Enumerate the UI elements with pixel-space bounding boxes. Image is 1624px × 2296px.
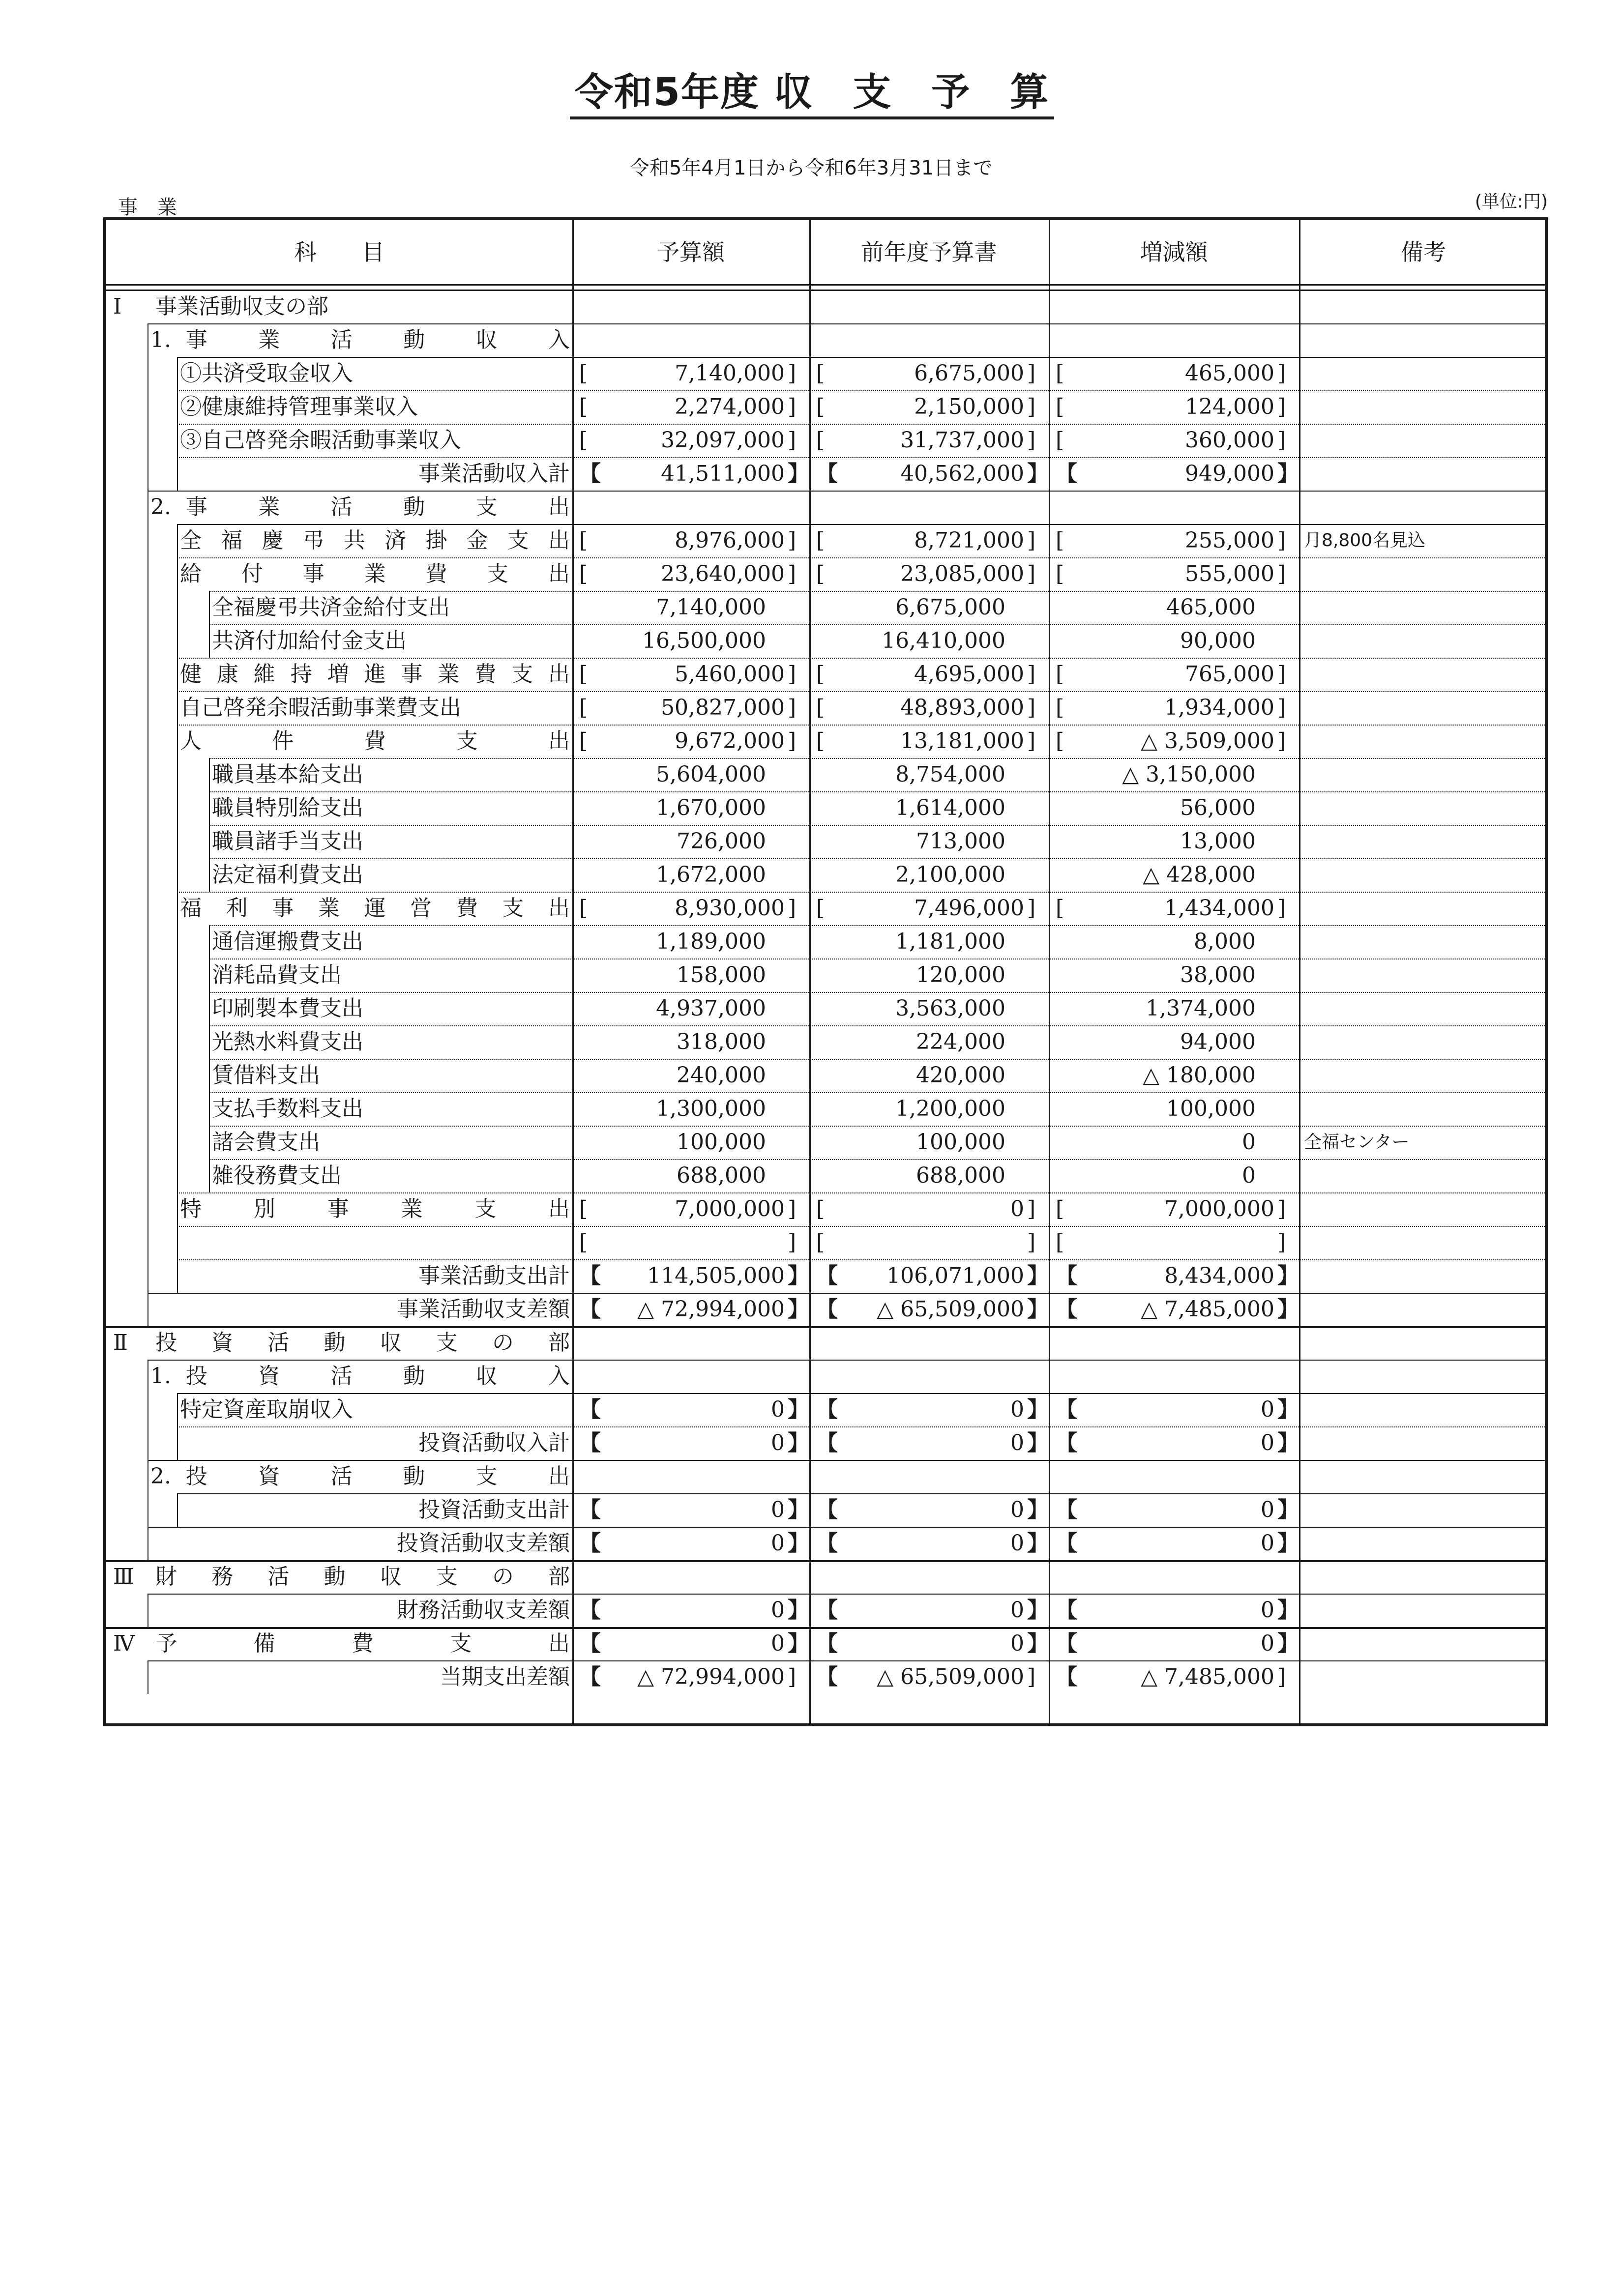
amount-prev: 4,695,000 — [914, 662, 1024, 687]
bracket-open: [ — [1056, 361, 1064, 386]
row-label: 事業活動収支の部 — [155, 294, 328, 319]
bracket-close: 】 — [1277, 1531, 1299, 1556]
bracket-close: 】 — [788, 1631, 809, 1656]
amount-change: 90,000 — [1180, 628, 1256, 653]
amount-budget: 5,604,000 — [656, 762, 766, 787]
roman-numeral: Ⅱ — [113, 1330, 128, 1355]
amount-prev: △ 65,509,000 — [877, 1297, 1024, 1322]
bracket-open: 【 — [579, 1598, 601, 1623]
bracket-open: 【 — [1056, 1531, 1077, 1556]
bracket-open: [ — [579, 896, 588, 921]
bracket-close: ] — [1277, 728, 1286, 754]
amount-budget: 7,000,000 — [675, 1196, 785, 1221]
amount-prev: 100,000 — [916, 1130, 1005, 1155]
bracket-open: 【 — [1056, 1664, 1077, 1689]
row-label: 1.投 資 活 動 収 入 — [150, 1364, 570, 1389]
amount-budget: 7,140,000 — [656, 595, 766, 620]
bracket-close: ] — [788, 361, 797, 386]
row-label: 健 康 維 持 増 進 事 業 費 支 出 — [180, 662, 570, 687]
bracket-close: 】 — [1027, 1297, 1049, 1322]
bracket-close: 】 — [1027, 1598, 1049, 1623]
bracket-close: ] — [1027, 1196, 1036, 1221]
indent-bar — [209, 758, 210, 892]
remark-text: 全福センター — [1304, 1132, 1410, 1152]
amount-change: △ 3,150,000 — [1122, 762, 1256, 787]
indent-bar — [209, 925, 210, 1192]
bracket-open: 【 — [1056, 1497, 1077, 1522]
row-label: 職員諸手当支出 — [212, 829, 363, 854]
header-budget: 予算額 — [657, 239, 725, 265]
amount-change: △ 180,000 — [1143, 1063, 1256, 1088]
indent-bar — [177, 357, 178, 491]
bracket-open: [ — [1056, 896, 1064, 921]
bracket-close: ] — [1277, 361, 1286, 386]
bracket-close: ] — [788, 1664, 797, 1689]
bracket-open: [ — [1056, 1196, 1064, 1221]
bracket-close: 】 — [788, 1397, 809, 1422]
bracket-close: 】 — [1277, 1598, 1299, 1623]
bracket-open: 【 — [579, 1397, 601, 1422]
amount-change: 765,000 — [1185, 662, 1274, 687]
row-label: 全福慶弔共済金給付支出 — [212, 595, 450, 620]
bracket-open: 【 — [1056, 1397, 1077, 1422]
row-label: 職員特別給支出 — [212, 795, 363, 820]
bracket-close: 】 — [788, 1430, 809, 1455]
row-label: 特 別 事 業 支 出 — [180, 1196, 570, 1221]
bracket-open: 【 — [579, 1497, 601, 1522]
period-text: 令和5年4月1日から令和6年3月31日まで — [629, 157, 993, 179]
amount-budget: 0 — [771, 1598, 785, 1623]
bracket-open: 【 — [1056, 1263, 1077, 1288]
bracket-close: 】 — [788, 1598, 809, 1623]
bracket-open: [ — [816, 528, 825, 553]
amount-change: 13,000 — [1180, 829, 1256, 854]
amount-prev: 6,675,000 — [895, 595, 1005, 620]
bracket-close: 】 — [1027, 1631, 1049, 1656]
amount-prev: 8,754,000 — [895, 762, 1005, 787]
row-label: 投資活動収入計 — [418, 1430, 570, 1455]
bracket-close: 】 — [788, 1297, 809, 1322]
row-label: 投 資 活 動 収 支 の 部 — [155, 1330, 570, 1355]
bracket-open: [ — [816, 896, 825, 921]
bracket-open: [ — [1056, 662, 1064, 687]
row-label: 1.事 業 活 動 収 入 — [150, 327, 570, 352]
amount-prev: 16,410,000 — [882, 628, 1005, 653]
amount-budget: 158,000 — [677, 962, 766, 988]
row-label: 雑役務費支出 — [212, 1163, 342, 1188]
bracket-open: [ — [1056, 528, 1064, 553]
bracket-open: [ — [816, 361, 825, 386]
bracket-close: ] — [1027, 728, 1036, 754]
bracket-close: ] — [1277, 528, 1286, 553]
row-label: 財務活動収支差額 — [397, 1598, 570, 1623]
bracket-open: [ — [816, 561, 825, 586]
bracket-open: 【 — [816, 1664, 838, 1689]
budget-table — [103, 217, 1548, 1726]
amount-prev: 224,000 — [916, 1029, 1005, 1054]
bracket-open: 【 — [579, 1664, 601, 1689]
bracket-open: 【 — [816, 1598, 838, 1623]
bracket-close: 】 — [1027, 1531, 1049, 1556]
bracket-close: 】 — [1027, 461, 1049, 486]
amount-prev: 1,181,000 — [895, 929, 1005, 954]
amount-prev: 0 — [1010, 1397, 1024, 1422]
row-label: 人 件 費 支 出 — [180, 728, 570, 754]
amount-change: 56,000 — [1180, 795, 1256, 820]
amount-prev: 0 — [1010, 1531, 1024, 1556]
amount-change: 0 — [1261, 1397, 1274, 1422]
bracket-open: 【 — [579, 1631, 601, 1656]
amount-budget: 1,670,000 — [656, 795, 766, 820]
bracket-close: 】 — [1027, 1430, 1049, 1455]
amount-change: 38,000 — [1180, 962, 1256, 988]
amount-budget: 688,000 — [677, 1163, 766, 1188]
amount-budget: 100,000 — [677, 1130, 766, 1155]
row-label — [180, 1226, 570, 1259]
bracket-open: [ — [1056, 1230, 1064, 1255]
amount-prev: 0 — [1010, 1196, 1024, 1221]
amount-budget: 1,189,000 — [656, 929, 766, 954]
amount-budget: 0 — [771, 1430, 785, 1455]
bracket-open: 【 — [1056, 1297, 1077, 1322]
row-label: 消耗品費支出 — [212, 962, 342, 988]
row-label: 給 付 事 業 費 支 出 — [180, 561, 570, 586]
row-label: 事業活動収入計 — [418, 461, 570, 486]
bracket-close: ] — [1277, 394, 1286, 419]
amount-budget: 114,505,000 — [647, 1263, 785, 1288]
amount-prev: 0 — [1010, 1598, 1024, 1623]
amount-change: △ 7,485,000 — [1141, 1664, 1274, 1689]
bracket-close: ] — [788, 1230, 797, 1255]
bracket-open: 【 — [1056, 1598, 1077, 1623]
amount-budget: 8,930,000 — [675, 896, 785, 921]
amount-prev: 13,181,000 — [900, 728, 1024, 754]
row-label: 2.事 業 活 動 支 出 — [150, 494, 570, 520]
bracket-open: [ — [1056, 728, 1064, 754]
row-label: 共済付加給付金支出 — [212, 628, 407, 653]
col-divider — [1299, 220, 1300, 1723]
amount-budget: 0 — [771, 1397, 785, 1422]
amount-change: 8,000 — [1194, 929, 1256, 954]
amount-budget: 0 — [771, 1497, 785, 1522]
bracket-close: ] — [1027, 361, 1036, 386]
amount-change: 949,000 — [1185, 461, 1274, 486]
amount-budget: △ 72,994,000 — [637, 1664, 785, 1689]
amount-change: 0 — [1261, 1497, 1274, 1522]
indent-bar — [177, 524, 178, 1293]
bracket-open: 【 — [1056, 1430, 1077, 1455]
amount-change: △ 3,509,000 — [1141, 728, 1274, 754]
amount-prev: 106,071,000 — [886, 1263, 1024, 1288]
bracket-open: [ — [1056, 428, 1064, 453]
bracket-open: 【 — [816, 1397, 838, 1422]
bracket-open: 【 — [816, 1297, 838, 1322]
amount-budget: 7,140,000 — [675, 361, 785, 386]
row-label: 福 利 事 業 運 営 費 支 出 — [180, 896, 570, 921]
bracket-open: 【 — [579, 1430, 601, 1455]
amount-change: 0 — [1242, 1163, 1256, 1188]
amount-budget: 5,460,000 — [675, 662, 785, 687]
bracket-close: 】 — [1277, 1430, 1299, 1455]
bracket-open: [ — [579, 728, 588, 754]
amount-prev: 3,563,000 — [895, 996, 1005, 1021]
bracket-open: [ — [579, 1196, 588, 1221]
amount-prev: 0 — [1010, 1430, 1024, 1455]
amount-change: 124,000 — [1185, 394, 1274, 419]
row-label: 2.投 資 活 動 支 出 — [150, 1464, 570, 1489]
row-label: 職員基本給支出 — [212, 762, 363, 787]
row-label: 投資活動支出計 — [418, 1497, 570, 1522]
row-label: 財 務 活 動 収 支 の 部 — [155, 1564, 570, 1589]
bracket-close: ] — [788, 1196, 797, 1221]
amount-budget: 8,976,000 — [675, 528, 785, 553]
bracket-close: ] — [1027, 662, 1036, 687]
row-label: ①共済受取金収入 — [180, 361, 353, 386]
bracket-close: ] — [1277, 896, 1286, 921]
bracket-close: 】 — [1277, 1631, 1299, 1656]
row-label: 事業活動収支差額 — [397, 1297, 570, 1322]
bracket-open: [ — [816, 728, 825, 754]
bracket-close: 】 — [1027, 1263, 1049, 1288]
amount-budget: 16,500,000 — [642, 628, 766, 653]
amount-budget: 23,640,000 — [661, 561, 785, 586]
bracket-close: 】 — [788, 461, 809, 486]
bracket-open: [ — [1056, 695, 1064, 720]
amount-budget: 50,827,000 — [661, 695, 785, 720]
bracket-close: ] — [1027, 695, 1036, 720]
amount-change: 7,000,000 — [1164, 1196, 1274, 1221]
row-label: 賃借料支出 — [212, 1063, 320, 1088]
indent-bar — [209, 591, 210, 658]
business-label: 事 業 — [118, 196, 177, 219]
bracket-open: [ — [1056, 394, 1064, 419]
bracket-close: ] — [788, 662, 797, 687]
amount-change: 465,000 — [1185, 361, 1274, 386]
bracket-close: ] — [1027, 1664, 1036, 1689]
amount-prev: 6,675,000 — [914, 361, 1024, 386]
bracket-open: [ — [816, 695, 825, 720]
amount-change: 8,434,000 — [1164, 1263, 1274, 1288]
amount-budget: 41,511,000 — [661, 461, 785, 486]
amount-budget: 1,300,000 — [656, 1096, 766, 1121]
indent-bar — [177, 1393, 178, 1460]
unit-label: (単位:円) — [1475, 192, 1548, 212]
amount-prev: 1,200,000 — [895, 1096, 1005, 1121]
amount-prev: 0 — [1010, 1631, 1024, 1656]
header-remarks: 備考 — [1401, 239, 1446, 265]
amount-change: 0 — [1261, 1631, 1274, 1656]
bracket-open: [ — [816, 1196, 825, 1221]
bracket-open: [ — [579, 528, 588, 553]
bracket-close: 】 — [1027, 1397, 1049, 1422]
amount-change: 100,000 — [1166, 1096, 1256, 1121]
bracket-open: 【 — [816, 1497, 838, 1522]
amount-change: △ 428,000 — [1143, 862, 1256, 887]
bracket-close: ] — [1027, 561, 1036, 586]
bracket-close: ] — [1027, 896, 1036, 921]
amount-budget: 240,000 — [677, 1063, 766, 1088]
bracket-open: [ — [579, 394, 588, 419]
bracket-close: 】 — [788, 1531, 809, 1556]
bracket-open: [ — [816, 662, 825, 687]
bracket-close: 】 — [1277, 1497, 1299, 1522]
bracket-open: 【 — [816, 1631, 838, 1656]
indent-bar — [177, 1493, 178, 1527]
amount-change: 0 — [1242, 1130, 1256, 1155]
bracket-close: ] — [1277, 428, 1286, 453]
bracket-open: 【 — [816, 1430, 838, 1455]
amount-prev: 120,000 — [916, 962, 1005, 988]
header-rule — [106, 284, 1545, 286]
roman-numeral: Ⅲ — [113, 1564, 134, 1589]
header-prev-budget: 前年度予算書 — [861, 239, 997, 265]
amount-budget: 32,097,000 — [661, 428, 785, 453]
bracket-close: 】 — [788, 1497, 809, 1522]
bracket-open: 【 — [816, 461, 838, 486]
row-label: 予 備 費 支 出 — [155, 1631, 570, 1656]
amount-change: 0 — [1261, 1430, 1274, 1455]
row-label: 投資活動収支差額 — [397, 1531, 570, 1556]
amount-prev: 48,893,000 — [900, 695, 1024, 720]
amount-budget: 0 — [771, 1531, 785, 1556]
roman-numeral: Ⅰ — [113, 294, 122, 319]
header-change: 増減額 — [1140, 239, 1208, 265]
row-label: 通信運搬費支出 — [212, 929, 363, 954]
header-subject: 科 目 — [294, 239, 384, 265]
row-label: 全 福 慶 弔 共 済 掛 金 支 出 — [180, 528, 570, 553]
amount-prev: 688,000 — [916, 1163, 1005, 1188]
row-label: ③自己啓発余暇活動事業収入 — [180, 428, 461, 453]
bracket-close: ] — [788, 695, 797, 720]
row-label: 支払手数料支出 — [212, 1096, 363, 1121]
row-label: 印刷製本費支出 — [212, 996, 363, 1021]
bracket-close: 】 — [1027, 1497, 1049, 1522]
bracket-open: [ — [816, 394, 825, 419]
amount-prev: 7,496,000 — [914, 896, 1024, 921]
amount-change: 94,000 — [1180, 1029, 1256, 1054]
amount-change: 0 — [1261, 1598, 1274, 1623]
bracket-close: ] — [1277, 662, 1286, 687]
amount-prev: 713,000 — [916, 829, 1005, 854]
amount-budget: 1,672,000 — [656, 862, 766, 887]
bracket-close: ] — [788, 728, 797, 754]
amount-budget: 9,672,000 — [675, 728, 785, 754]
amount-budget: 0 — [771, 1631, 785, 1656]
bracket-close: 】 — [788, 1263, 809, 1288]
row-label: 光熱水料費支出 — [212, 1029, 363, 1054]
bracket-open: 【 — [579, 1531, 601, 1556]
row-label: 諸会費支出 — [212, 1130, 320, 1155]
bracket-close: ] — [1027, 428, 1036, 453]
bracket-open: 【 — [579, 1263, 601, 1288]
bracket-close: ] — [1277, 1230, 1286, 1255]
amount-prev: 1,614,000 — [895, 795, 1005, 820]
amount-prev: 8,721,000 — [914, 528, 1024, 553]
bracket-close: 】 — [1277, 1397, 1299, 1422]
bracket-close: ] — [788, 528, 797, 553]
row-label: 法定福利費支出 — [212, 862, 363, 887]
bracket-close: ] — [1027, 528, 1036, 553]
bracket-close: ] — [1277, 561, 1286, 586]
amount-prev: 40,562,000 — [900, 461, 1024, 486]
bracket-close: 】 — [1277, 461, 1299, 486]
amount-prev: 2,100,000 — [895, 862, 1005, 887]
row-label: 事業活動支出計 — [418, 1263, 570, 1288]
bracket-close: ] — [788, 394, 797, 419]
amount-change: 0 — [1261, 1531, 1274, 1556]
bracket-open: [ — [1056, 561, 1064, 586]
bracket-close: ] — [788, 428, 797, 453]
bracket-open: [ — [579, 662, 588, 687]
bracket-open: [ — [816, 428, 825, 453]
amount-prev: △ 65,509,000 — [877, 1664, 1024, 1689]
amount-change: 1,934,000 — [1164, 695, 1274, 720]
amount-budget: △ 72,994,000 — [637, 1297, 785, 1322]
document-title: 令和5年度 収 支 予 算 — [0, 61, 1624, 116]
roman-numeral: Ⅳ — [113, 1631, 135, 1656]
bracket-open: [ — [579, 428, 588, 453]
bracket-close: ] — [788, 561, 797, 586]
amount-change: △ 7,485,000 — [1141, 1297, 1274, 1322]
row-label: 自己啓発余暇活動事業費支出 — [180, 695, 461, 720]
bracket-open: [ — [579, 1230, 588, 1255]
row-label: ②健康維持管理事業収入 — [180, 394, 418, 419]
amount-prev: 420,000 — [916, 1063, 1005, 1088]
amount-prev: 23,085,000 — [900, 561, 1024, 586]
bracket-close: ] — [788, 896, 797, 921]
bracket-open: [ — [816, 1230, 825, 1255]
bracket-close: ] — [1277, 1664, 1286, 1689]
amount-budget: 4,937,000 — [656, 996, 766, 1021]
bracket-open: 【 — [816, 1531, 838, 1556]
bracket-open: 【 — [1056, 461, 1077, 486]
amount-budget: 2,274,000 — [675, 394, 785, 419]
amount-change: 255,000 — [1185, 528, 1274, 553]
bracket-open: 【 — [579, 1297, 601, 1322]
bracket-close: ] — [1027, 1230, 1036, 1255]
bracket-close: 】 — [1277, 1263, 1299, 1288]
amount-change: 1,434,000 — [1164, 896, 1274, 921]
bracket-close: ] — [1277, 1196, 1286, 1221]
bracket-open: [ — [579, 695, 588, 720]
bracket-open: [ — [579, 361, 588, 386]
amount-prev: 31,737,000 — [900, 428, 1024, 453]
remark-text: 月8,800名見込 — [1304, 530, 1426, 551]
bracket-close: ] — [1027, 394, 1036, 419]
bracket-close: 】 — [1277, 1297, 1299, 1322]
amount-change: 1,374,000 — [1146, 996, 1256, 1021]
amount-prev: 0 — [1010, 1497, 1024, 1522]
bracket-open: [ — [579, 561, 588, 586]
bracket-close: ] — [1277, 695, 1286, 720]
amount-change: 555,000 — [1185, 561, 1274, 586]
amount-change: 360,000 — [1185, 428, 1274, 453]
amount-prev: 2,150,000 — [914, 394, 1024, 419]
bracket-open: 【 — [816, 1263, 838, 1288]
amount-change: 465,000 — [1166, 595, 1256, 620]
bracket-open: 【 — [579, 461, 601, 486]
row-label: 特定資産取崩収入 — [180, 1397, 353, 1422]
bracket-open: 【 — [1056, 1631, 1077, 1656]
amount-budget: 318,000 — [677, 1029, 766, 1054]
amount-budget: 726,000 — [677, 829, 766, 854]
row-label: 当期支出差額 — [440, 1664, 570, 1689]
